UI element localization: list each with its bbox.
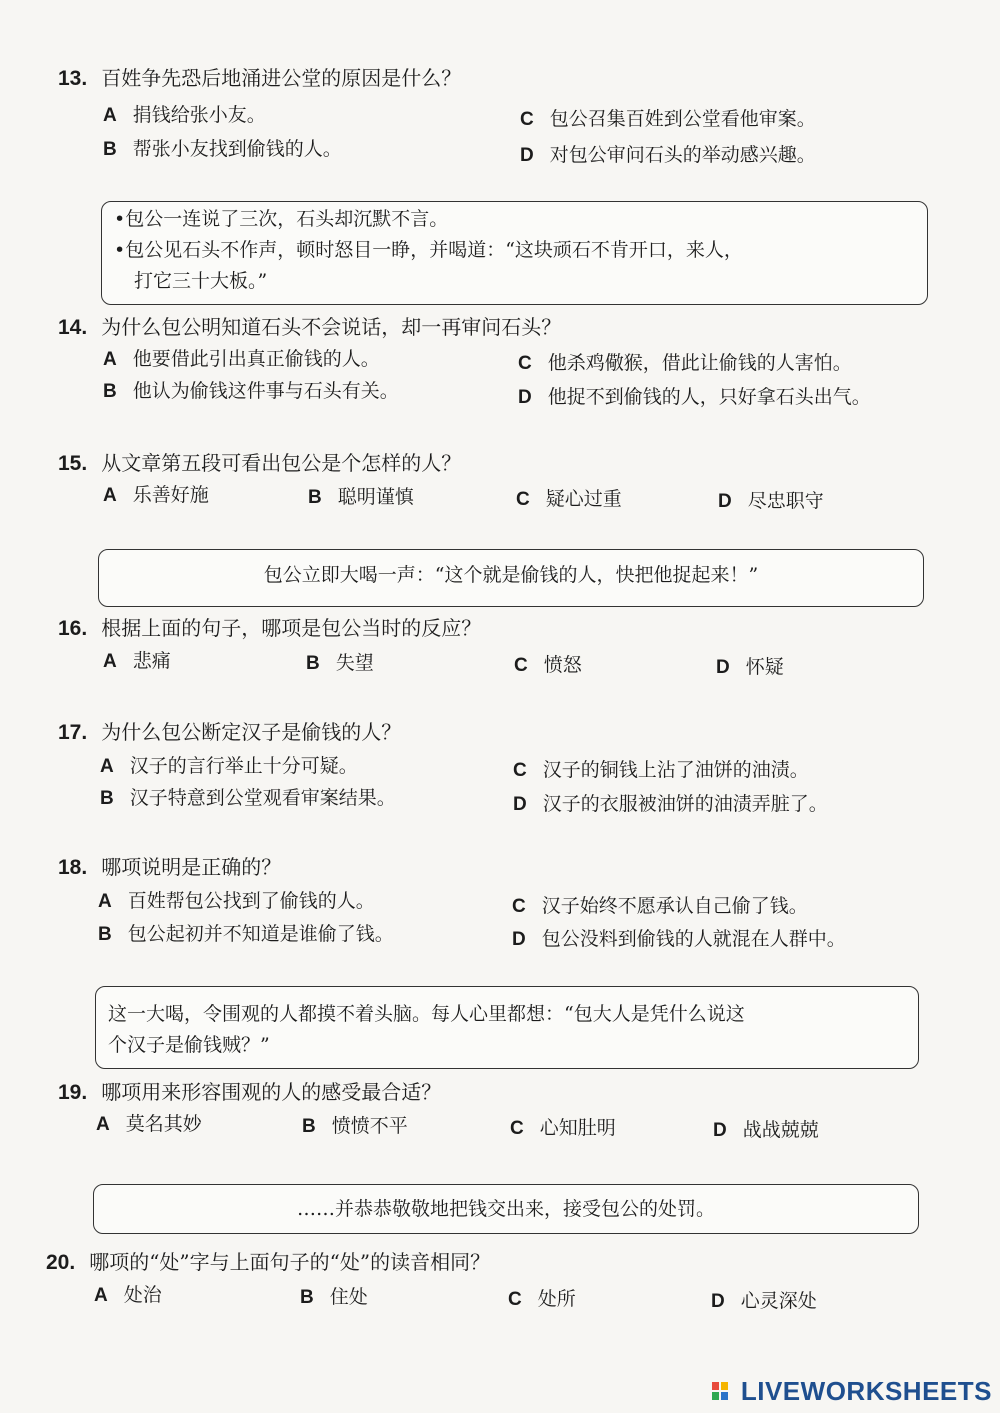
option-c[interactable]: C 汉子始终不愿承认自己偷了钱。: [512, 895, 808, 917]
option-b[interactable]: B 包公起初并不知道是谁偷了钱。: [98, 923, 394, 945]
option-b[interactable]: B 愤愤不平: [302, 1115, 408, 1137]
passage-line: 这一大喝，令围观的人都摸不着头脑。每人心里都想：“包大人是凭什么说这: [108, 1003, 745, 1025]
question-number: 20.: [46, 1251, 76, 1274]
question-number: 17.: [58, 721, 88, 744]
option-b[interactable]: B 聪明谨慎: [308, 486, 414, 508]
option-d[interactable]: D 心灵深处: [711, 1290, 817, 1312]
question-number: 13.: [58, 67, 88, 90]
question-text: 为什么包公断定汉子是偷钱的人？: [101, 720, 402, 744]
option-b[interactable]: B 他认为偷钱这件事与石头有关。: [103, 380, 399, 402]
option-d[interactable]: D 对包公审问石头的举动感兴趣。: [520, 144, 816, 166]
option-d[interactable]: D 尽忠职守: [718, 490, 824, 512]
question-text: 为什么包公明知道石头不会说话，却一再审问石头？: [101, 315, 562, 339]
passage-line: 打它三十大板。”: [134, 270, 268, 292]
option-a[interactable]: A 乐善好施: [103, 484, 209, 506]
option-d[interactable]: D 他捉不到偷钱的人，只好拿石头出气。: [518, 386, 871, 408]
passage-box-1: [101, 201, 928, 305]
option-c[interactable]: C 心知肚明: [510, 1117, 616, 1139]
option-a[interactable]: A 汉子的言行举止十分可疑。: [100, 755, 358, 777]
option-a[interactable]: A 莫名其妙: [96, 1113, 202, 1135]
question-text: 根据上面的句子，哪项是包公当时的反应？: [101, 616, 482, 640]
option-b[interactable]: B 帮张小友找到偷钱的人。: [103, 138, 342, 160]
option-c[interactable]: C 汉子的铜钱上沾了油饼的油渍。: [513, 759, 809, 781]
liveworksheets-icon: [711, 1380, 737, 1402]
option-a[interactable]: A 百姓帮包公找到了偷钱的人。: [98, 890, 375, 912]
passage-line: 个汉子是偷钱贼？”: [108, 1034, 270, 1056]
question-text: 百姓争先恐后地涌进公堂的原因是什么？: [101, 66, 462, 90]
question-number: 14.: [58, 316, 88, 339]
question-stem: [46, 1246, 490, 1275]
question-text: 哪项的“处”字与上面句子的“处”的读音相同？: [89, 1250, 491, 1274]
question-text: 哪项说明是正确的？: [101, 855, 282, 879]
question-text: 从文章第五段可看出包公是个怎样的人？: [101, 451, 462, 475]
option-d[interactable]: D 包公没料到偷钱的人就混在人群中。: [512, 928, 846, 950]
option-a[interactable]: A 他要借此引出真正偷钱的人。: [103, 348, 380, 370]
question-stem: [58, 851, 281, 880]
question-number: 15.: [58, 452, 88, 475]
option-b[interactable]: B 住处: [300, 1286, 368, 1308]
question-stem: [58, 716, 401, 745]
question-text: 哪项用来形容围观的人的感受最合适？: [101, 1080, 442, 1104]
option-d[interactable]: D 怀疑: [716, 656, 784, 678]
question-number: 16.: [58, 617, 88, 640]
option-a[interactable]: A 悲痛: [103, 650, 171, 672]
option-c[interactable]: C 愤怒: [514, 654, 582, 676]
option-c[interactable]: C 包公召集百姓到公堂看他审案。: [520, 108, 816, 130]
question-stem: [58, 62, 461, 91]
passage-box-2: [98, 549, 924, 607]
question-number: 18.: [58, 856, 88, 879]
passage-line: ……并恭恭敬敬地把钱交出来，接受包公的处罚。: [296, 1198, 715, 1220]
option-c[interactable]: C 疑心过重: [516, 488, 622, 510]
passage-line: 包公立即大喝一声：“这个就是偷钱的人，快把他捉起来！”: [263, 564, 759, 586]
question-stem: [58, 447, 461, 476]
liveworksheets-logo: [711, 1376, 992, 1407]
option-b[interactable]: B 汉子特意到公堂观看审案结果。: [100, 787, 396, 809]
passage-box-3: [95, 986, 919, 1069]
passage-line: •包公一连说了三次，石头却沉默不言。: [114, 208, 449, 230]
option-b[interactable]: B 失望: [306, 652, 374, 674]
passage-line: •包公见石头不作声，顿时怒目一睁，并喝道：“这块顽石不肯开口，来人，: [114, 239, 743, 261]
question-stem: [58, 311, 561, 340]
option-a[interactable]: A 捐钱给张小友。: [103, 104, 266, 126]
option-c[interactable]: C 他杀鸡儆猴，借此让偷钱的人害怕。: [518, 352, 852, 374]
option-d[interactable]: D 汉子的衣服被油饼的油渍弄脏了。: [513, 793, 828, 815]
option-a[interactable]: A 处治: [94, 1284, 162, 1306]
question-number: 19.: [58, 1081, 88, 1104]
question-stem: [58, 612, 481, 641]
question-stem: [58, 1076, 441, 1105]
option-d[interactable]: D 战战兢兢: [713, 1119, 819, 1141]
brand-text: LIVEWORKSHEETS: [740, 1376, 992, 1406]
option-c[interactable]: C 处所: [508, 1288, 576, 1310]
passage-box-4: [93, 1184, 919, 1234]
